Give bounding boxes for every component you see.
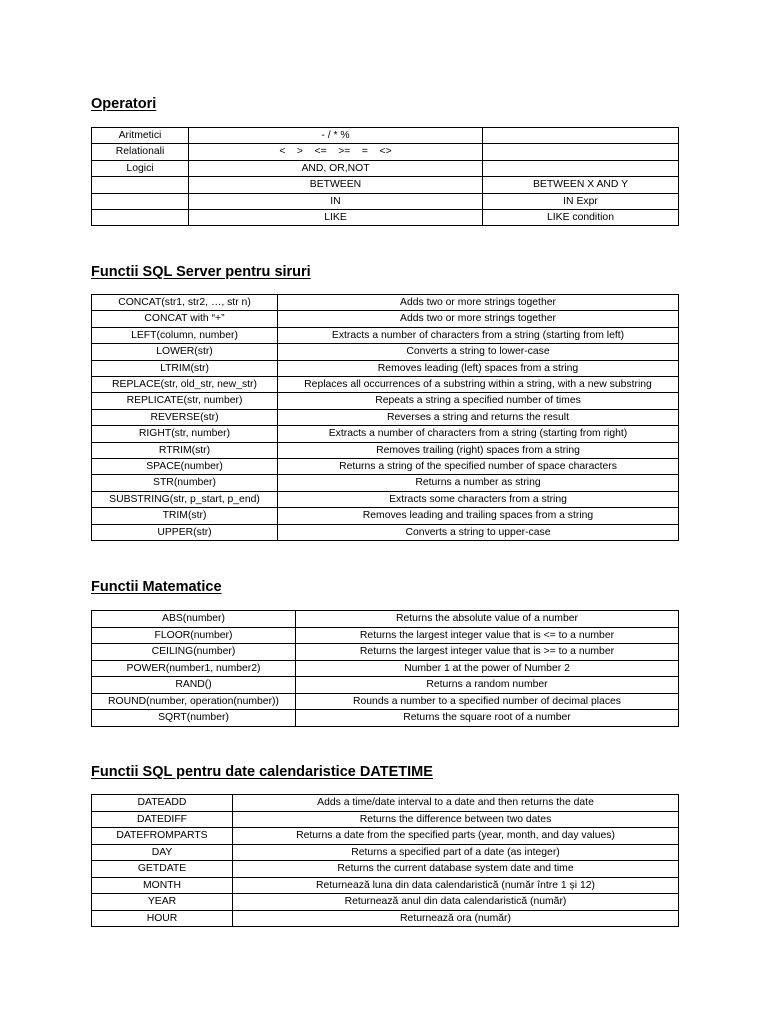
row-label-cell: LEFT(column, number) (92, 327, 278, 343)
row-value-cell: Removes leading (left) spaces from a string (278, 360, 679, 376)
row-value-cell: Removes leading and trailing spaces from a string (278, 508, 679, 524)
row-value-cell: Returnează luna din data calendaristică (număr între 1 și 12) (233, 877, 679, 894)
row-value-cell: Returnează ora (număr) (233, 910, 679, 927)
row-value-cell (483, 160, 679, 176)
row-value-cell: LIKE condition (483, 210, 679, 226)
row-label-cell: LOWER(str) (92, 344, 278, 360)
row-value-cell: BETWEEN (189, 177, 483, 193)
row-value-cell: Converts a string to upper-case (278, 524, 679, 540)
table-row (92, 828, 679, 845)
table-row (92, 693, 679, 710)
row-value-cell: Adds two or more strings together (278, 311, 679, 327)
table-row (92, 811, 679, 828)
row-label-cell: RTRIM(str) (92, 442, 278, 458)
table-row (92, 144, 679, 160)
row-value-cell: Returnează anul din data calendaristică (număr) (233, 894, 679, 911)
row-value-cell: Replaces all occurrences of a substring within a string, with a new substring (278, 377, 679, 393)
row-label-cell: MONTH (92, 877, 233, 894)
row-value-cell: Returns the square root of a number (296, 710, 679, 727)
row-label-cell: CONCAT with “+” (92, 311, 278, 327)
table-row (92, 311, 679, 327)
row-label-cell: SUBSTRING(str, p_start, p_end) (92, 491, 278, 507)
row-value-cell: Returns a random number (296, 677, 679, 694)
operators-table (91, 127, 679, 226)
table-row (92, 611, 679, 628)
row-label-cell: ROUND(number, operation(number)) (92, 693, 296, 710)
table-row (92, 894, 679, 911)
table-row (92, 210, 679, 226)
row-label-cell: STR(number) (92, 475, 278, 491)
row-label-cell: Logici (92, 160, 189, 176)
row-label-cell: Aritmetici (92, 128, 189, 144)
row-value-cell: Returns the largest integer value that is <= to a number (296, 627, 679, 644)
table-row (92, 844, 679, 861)
row-value-cell: Repeats a string a specified number of times (278, 393, 679, 409)
table-row (92, 861, 679, 878)
row-label-cell: HOUR (92, 910, 233, 927)
row-value-cell: AND, OR,NOT (189, 160, 483, 176)
table-row (92, 160, 679, 176)
row-label-cell: REPLICATE(str, number) (92, 393, 278, 409)
table-row (92, 644, 679, 661)
row-label-cell: ABS(number) (92, 611, 296, 628)
row-label-cell: DAY (92, 844, 233, 861)
row-value-cell: Returns a number as string (278, 475, 679, 491)
table-row (92, 877, 679, 894)
row-value-cell: Reverses a string and returns the result (278, 409, 679, 425)
row-value-cell: Number 1 at the power of Number 2 (296, 660, 679, 677)
row-label-cell: CEILING(number) (92, 644, 296, 661)
row-value-cell: Returns the difference between two dates (233, 811, 679, 828)
row-value-cell: Returns a specified part of a date (as integer) (233, 844, 679, 861)
table-row (92, 128, 679, 144)
row-value-cell: Returns the largest integer value that is >= to a number (296, 644, 679, 661)
row-label-cell: POWER(number1, number2) (92, 660, 296, 677)
row-label-cell: DATEDIFF (92, 811, 233, 828)
row-value-cell (483, 128, 679, 144)
table-row (92, 459, 679, 475)
row-value-cell: LIKE (189, 210, 483, 226)
table-row (92, 426, 679, 442)
date-functions-table-body (92, 795, 679, 927)
table-row (92, 677, 679, 694)
math-functions-table (91, 610, 679, 727)
row-value-cell: Returns a string of the specified number of space characters (278, 459, 679, 475)
operators-table-body (92, 128, 679, 226)
table-row (92, 508, 679, 524)
table-row (92, 193, 679, 209)
table-row (92, 295, 679, 311)
row-value-cell: Rounds a number to a specified number of decimal places (296, 693, 679, 710)
row-value-cell: Extracts a number of characters from a string (starting from right) (278, 426, 679, 442)
table-row (92, 627, 679, 644)
row-label-cell: REPLACE(str, old_str, new_str) (92, 377, 278, 393)
table-row (92, 475, 679, 491)
row-value-cell: Removes trailing (right) spaces from a string (278, 442, 679, 458)
operators-title: Operatori (91, 96, 157, 112)
row-value-cell: < > <= >= = <> (189, 144, 483, 160)
row-label-cell: FLOOR(number) (92, 627, 296, 644)
row-value-cell: IN Expr (483, 193, 679, 209)
row-label-cell: RIGHT(str, number) (92, 426, 278, 442)
date-functions-title: Functii SQL pentru date calendaristice DATETIME (91, 764, 433, 780)
table-row (92, 409, 679, 425)
table-row (92, 393, 679, 409)
row-value-cell: Returns a date from the specified parts (year, month, and day values) (233, 828, 679, 845)
table-row (92, 795, 679, 812)
row-value-cell: IN (189, 193, 483, 209)
table-row (92, 910, 679, 927)
row-label-cell: DATEADD (92, 795, 233, 812)
table-row (92, 660, 679, 677)
row-value-cell: Returns the current database system date and time (233, 861, 679, 878)
string-functions-table (91, 294, 679, 541)
row-label-cell (92, 210, 189, 226)
row-label-cell: TRIM(str) (92, 508, 278, 524)
row-value-cell: Returns the absolute value of a number (296, 611, 679, 628)
row-label-cell: LTRIM(str) (92, 360, 278, 376)
row-label-cell: UPPER(str) (92, 524, 278, 540)
row-value-cell: Converts a string to lower-case (278, 344, 679, 360)
row-label-cell: Relationali (92, 144, 189, 160)
row-label-cell: DATEFROMPARTS (92, 828, 233, 845)
row-label-cell: CONCAT(str1, str2, …, str n) (92, 295, 278, 311)
table-row (92, 360, 679, 376)
table-row (92, 177, 679, 193)
table-row (92, 524, 679, 540)
table-row (92, 377, 679, 393)
row-value-cell (483, 144, 679, 160)
table-row (92, 710, 679, 727)
row-label-cell (92, 193, 189, 209)
row-value-cell: Extracts some characters from a string (278, 491, 679, 507)
math-functions-table-body (92, 611, 679, 727)
row-label-cell: SQRT(number) (92, 710, 296, 727)
row-label-cell: RAND() (92, 677, 296, 694)
date-functions-table (91, 794, 679, 927)
table-row (92, 442, 679, 458)
table-row (92, 344, 679, 360)
row-label-cell: YEAR (92, 894, 233, 911)
string-functions-table-body (92, 295, 679, 541)
row-value-cell: - / * % (189, 128, 483, 144)
string-functions-title: Functii SQL Server pentru siruri (91, 264, 311, 280)
row-value-cell: Adds a time/date interval to a date and then returns the date (233, 795, 679, 812)
row-label-cell (92, 177, 189, 193)
table-row (92, 491, 679, 507)
row-value-cell: Extracts a number of characters from a string (starting from left) (278, 327, 679, 343)
table-row (92, 327, 679, 343)
row-label-cell: SPACE(number) (92, 459, 278, 475)
row-value-cell: Adds two or more strings together (278, 295, 679, 311)
math-functions-title: Functii Matematice (91, 579, 222, 595)
row-label-cell: GETDATE (92, 861, 233, 878)
row-value-cell: BETWEEN X AND Y (483, 177, 679, 193)
row-label-cell: REVERSE(str) (92, 409, 278, 425)
